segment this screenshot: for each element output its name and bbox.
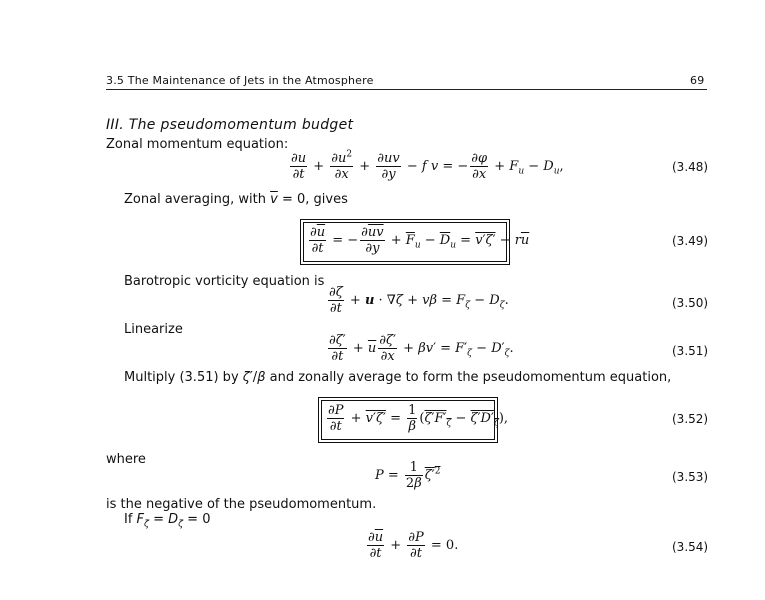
equation-3-49: $\frac{\partial\overline{u}}{\partial t}$ = − $\frac{\partial\overline{uv}}{\partial y}$ + $\overline{F}_u - \overline{D}_u = v'\zeta' - r\overline{u}$ <box>310 225 530 256</box>
zonal-averaging-suffix: = 0, gives <box>277 192 348 207</box>
paragraph-where: where <box>106 452 146 467</box>
multiply-prefix: Multiply (3.51) by <box>124 370 243 385</box>
paragraph-negative: is the negative of the pseudomomentum. <box>106 497 377 512</box>
paragraph-zonal-momentum: Zonal momentum equation: <box>106 137 289 152</box>
equation-number-3-53: (3.53) <box>672 470 709 484</box>
equation-number-3-48: (3.48) <box>672 160 709 174</box>
equation-3-50: $\frac{\partial\zeta}{\partial t}$ + $u \cdot \nabla\zeta + v\beta = F_\zeta - D_\zeta$. <box>329 285 509 316</box>
paragraph-if: If $F_\zeta = D_\zeta = 0$ <box>124 512 211 530</box>
equation-number-3-52: (3.52) <box>672 412 709 426</box>
header-rule <box>106 89 707 90</box>
equation-3-54: $\frac{\partial\overline{u}}{\partial t}$ + $\frac{\partial P}{\partial t}$ = 0. <box>368 530 459 561</box>
paragraph-multiply: Multiply (3.51) by ζ′/β and zonally average to form the pseudomomentum equation, <box>124 370 672 385</box>
section-heading: III. The pseudomomentum budget <box>106 117 354 133</box>
paragraph-barotropic: Barotropic vorticity equation is <box>124 274 325 289</box>
equation-number-3-50: (3.50) <box>672 296 709 310</box>
equation-3-48: $\frac{\partial u}{\partial t}$ + $\frac{\partial u^2}{\partial x}$ + $\frac{\partial uv}{\partial y}$ − f v = − $\frac{\partial\varphi}{\partial x}$ + $F_u - D_u$, <box>291 149 564 182</box>
multiply-suffix: and zonally average to form the pseudomomentum equation, <box>265 370 672 385</box>
equation-number-3-49: (3.49) <box>672 234 709 248</box>
page-number: 69 <box>690 74 705 87</box>
equation-3-53: P = $\frac{1}{2\beta}$ $\zeta'^2$ <box>375 460 441 491</box>
if-prefix: If <box>124 512 137 527</box>
running-header-title: 3.5 The Maintenance of Jets in the Atmosphere <box>106 74 374 87</box>
equation-3-51: $\frac{\partial\zeta'}{\partial t}$ + $\overline{u}$ $\frac{\partial\zeta'}{\partial x}$ + $\beta v' = F'_\zeta - D'_\zeta$. <box>329 333 514 364</box>
zonal-averaging-prefix: Zonal averaging, with <box>124 192 271 207</box>
paragraph-linearize: Linearize <box>124 322 183 337</box>
if-suffix: = 0 <box>183 512 211 527</box>
equation-number-3-54: (3.54) <box>672 540 709 554</box>
equation-number-3-51: (3.51) <box>672 344 709 358</box>
paragraph-zonal-averaging: Zonal averaging, with $\overline{v} = 0$, gives <box>124 192 348 207</box>
equation-3-52: $\frac{\partial P}{\partial t}$ + v′ζ′ = $\frac{1}{\beta}$ $(\zeta'F'_\zeta - \zeta'D'_\zeta)$, <box>328 403 509 434</box>
